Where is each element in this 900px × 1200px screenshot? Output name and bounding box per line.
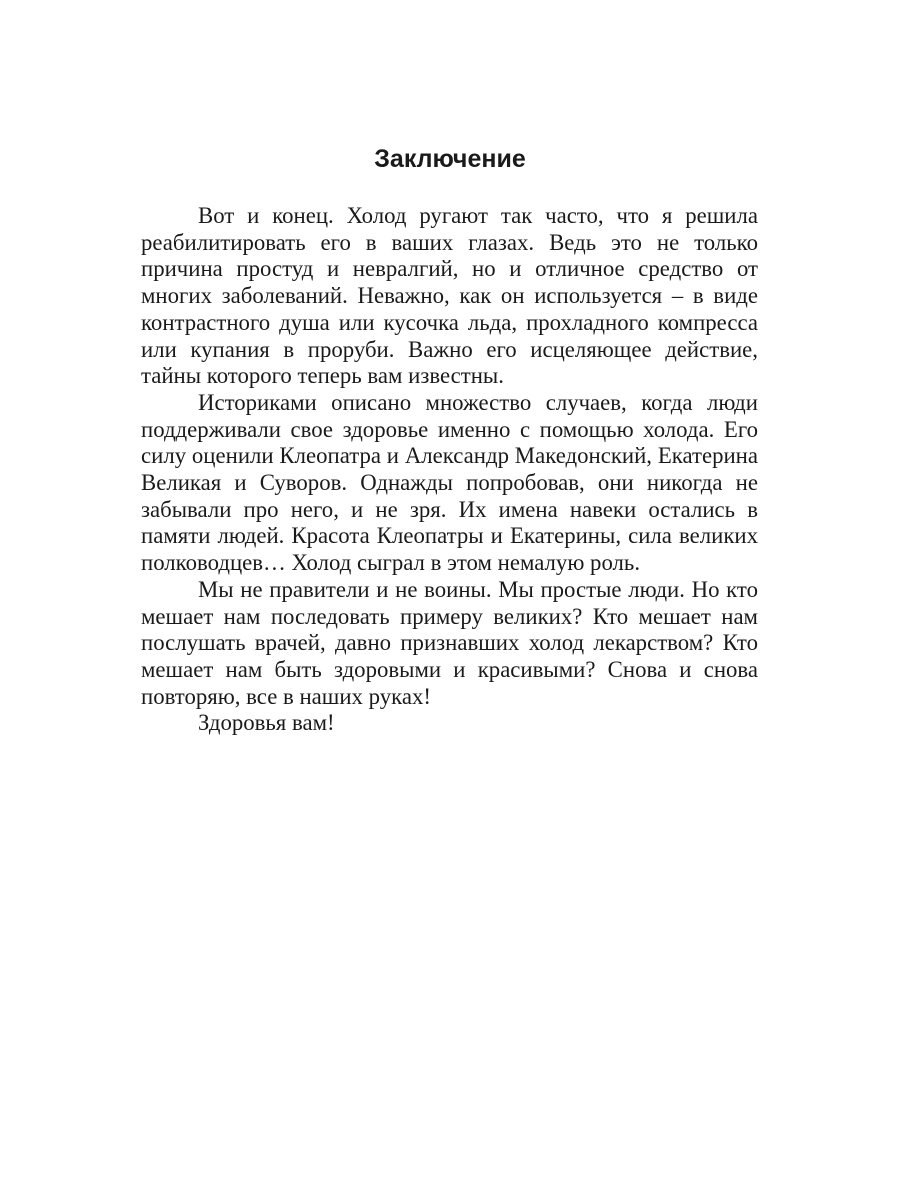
chapter-body [141, 203, 758, 737]
chapter-heading: Заключение [374, 145, 526, 173]
paragraph: Здоровья вам! [198, 710, 335, 736]
paragraph: Мы не правители и не воины. Мы простые люди. Но кто мешает нам последовать примеру великих? Кто мешает нам послушать врачей, давно признавших холод лекарством? Кто мешает нам быть здоровыми и красивыми? Снова и снова повторяю, все в наших руках! [141, 576, 758, 709]
paragraph: Историками описано множество случаев, когда люди поддерживали свое здоровье именно с помощью холода. Его силу оценили Клеопатра и Александр Македонский, Екатерина Великая и Суворов. Однажды попробовав, они никогда не забывали про него, и не зря. Их имена навеки остались в памяти людей. Красота Клеопатры и Екатерины, сила великих полководцев… Холод сыграл в этом немалую роль. [141, 389, 758, 576]
paragraph: Вот и конец. Холод ругают так часто, что я решила реабилитировать его в ваших глазах. Ведь это не только причина простуд и невралгий, но и отличное средство от многих заболеваний. Неважно, как он используется – в виде контрастного душа или кусочка льда, прохладного компресса или купания в проруби. Важно его исцеляющее действие, тайны которого теперь вам известны. [141, 203, 758, 389]
